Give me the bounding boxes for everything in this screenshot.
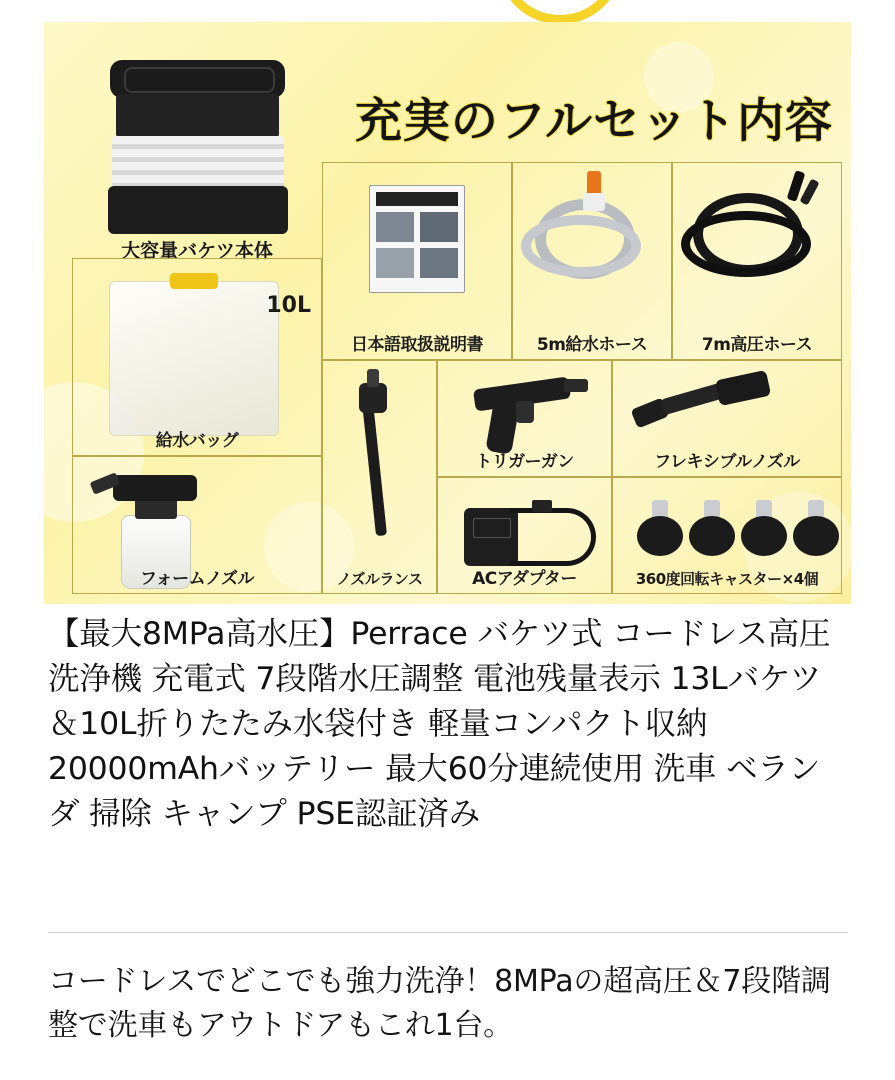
item-flex-nozzle — [612, 360, 842, 477]
caster-wheel-icon — [689, 500, 735, 556]
item-label-water-bag: 給水バッグ — [155, 431, 239, 451]
section-divider — [48, 932, 848, 933]
lance-head-icon — [359, 383, 387, 413]
flex-nozzle-body-icon — [660, 383, 724, 415]
trigger-gun-trigger-icon — [516, 401, 534, 423]
ac-adapter-plug-icon — [532, 500, 552, 512]
item-casters — [612, 477, 842, 594]
bucket-base-icon — [108, 186, 288, 234]
water-bag-capacity-badge: 10L — [266, 293, 311, 318]
supply-hose-coil-icon — [521, 215, 641, 277]
caster-wheel-icon — [637, 500, 683, 556]
item-foam-nozzle — [72, 456, 322, 594]
yellow-circle-decoration — [500, 0, 620, 22]
item-label-manual: 日本語取扱説明書 — [351, 335, 483, 355]
item-pressure-hose — [672, 162, 842, 360]
supply-hose-adapter-icon — [583, 193, 605, 211]
caster-wheel-icon — [793, 500, 839, 556]
ac-adapter-cord-icon — [510, 508, 596, 566]
foam-head-icon — [113, 475, 197, 501]
product-subtitle: コードレスでどこでも強力洗浄！8MPaの超高圧＆7段階調整で洗車もアウトドアもこれ1台。 — [48, 964, 831, 1043]
item-label-supply-hose: 5m給水ホース — [536, 335, 648, 355]
item-label-pressure-hose: 7m高圧ホース — [701, 335, 813, 355]
item-ac-adapter — [437, 477, 612, 594]
top-decoration-strip — [0, 0, 895, 22]
item-label-casters: 360度回転キャスター×4個 — [635, 570, 819, 588]
manual-booklet-icon — [369, 185, 465, 293]
bucket-lid-icon — [110, 60, 285, 98]
item-label-foam-nozzle: フォームノズル — [140, 569, 254, 589]
item-trigger-gun — [437, 360, 612, 477]
item-label-lance: ノズルランス — [336, 570, 423, 588]
image-headline: 充実のフルセット内容 — [354, 94, 834, 149]
item-water-bag — [72, 258, 322, 456]
flex-nozzle-tail-icon — [715, 370, 771, 406]
bucket-bellow-icon — [112, 136, 284, 188]
water-bag-icon — [109, 281, 279, 436]
item-manual — [322, 162, 512, 360]
item-supply-hose — [512, 162, 672, 360]
water-bag-handle-icon — [170, 273, 218, 289]
product-feature-image[interactable] — [44, 22, 851, 604]
lance-rod-icon — [362, 401, 387, 536]
pressure-hose-coil-icon — [681, 211, 811, 277]
pressure-hose-fitting-icon — [799, 178, 819, 205]
item-lance — [322, 360, 437, 594]
item-label-flex-nozzle: フレキシブルノズル — [654, 452, 800, 472]
bucket-top-icon — [116, 94, 279, 138]
item-label-ac-adapter: ACアダプター — [472, 569, 577, 589]
lance-tip-icon — [367, 369, 379, 387]
item-label-trigger-gun: トリガーガン — [475, 452, 574, 472]
trigger-gun-muzzle-icon — [564, 379, 588, 392]
caster-wheel-icon — [741, 500, 787, 556]
item-label-bucket: 大容量バケツ本体 — [121, 240, 273, 262]
product-title: 【最大8MPa高水圧】Perrace バケツ式 コードレス高圧洗浄機 充電式 7段階水圧調整 電池残量表示 13Lバケツ＆10L折りたたみ水袋付き 軽量コンパクト収納 20000mAhバッテリー 最大60分連続使用 洗車 ベランダ 掃除 キャンプ PSE認証済み — [48, 616, 831, 833]
item-bucket — [72, 40, 322, 262]
